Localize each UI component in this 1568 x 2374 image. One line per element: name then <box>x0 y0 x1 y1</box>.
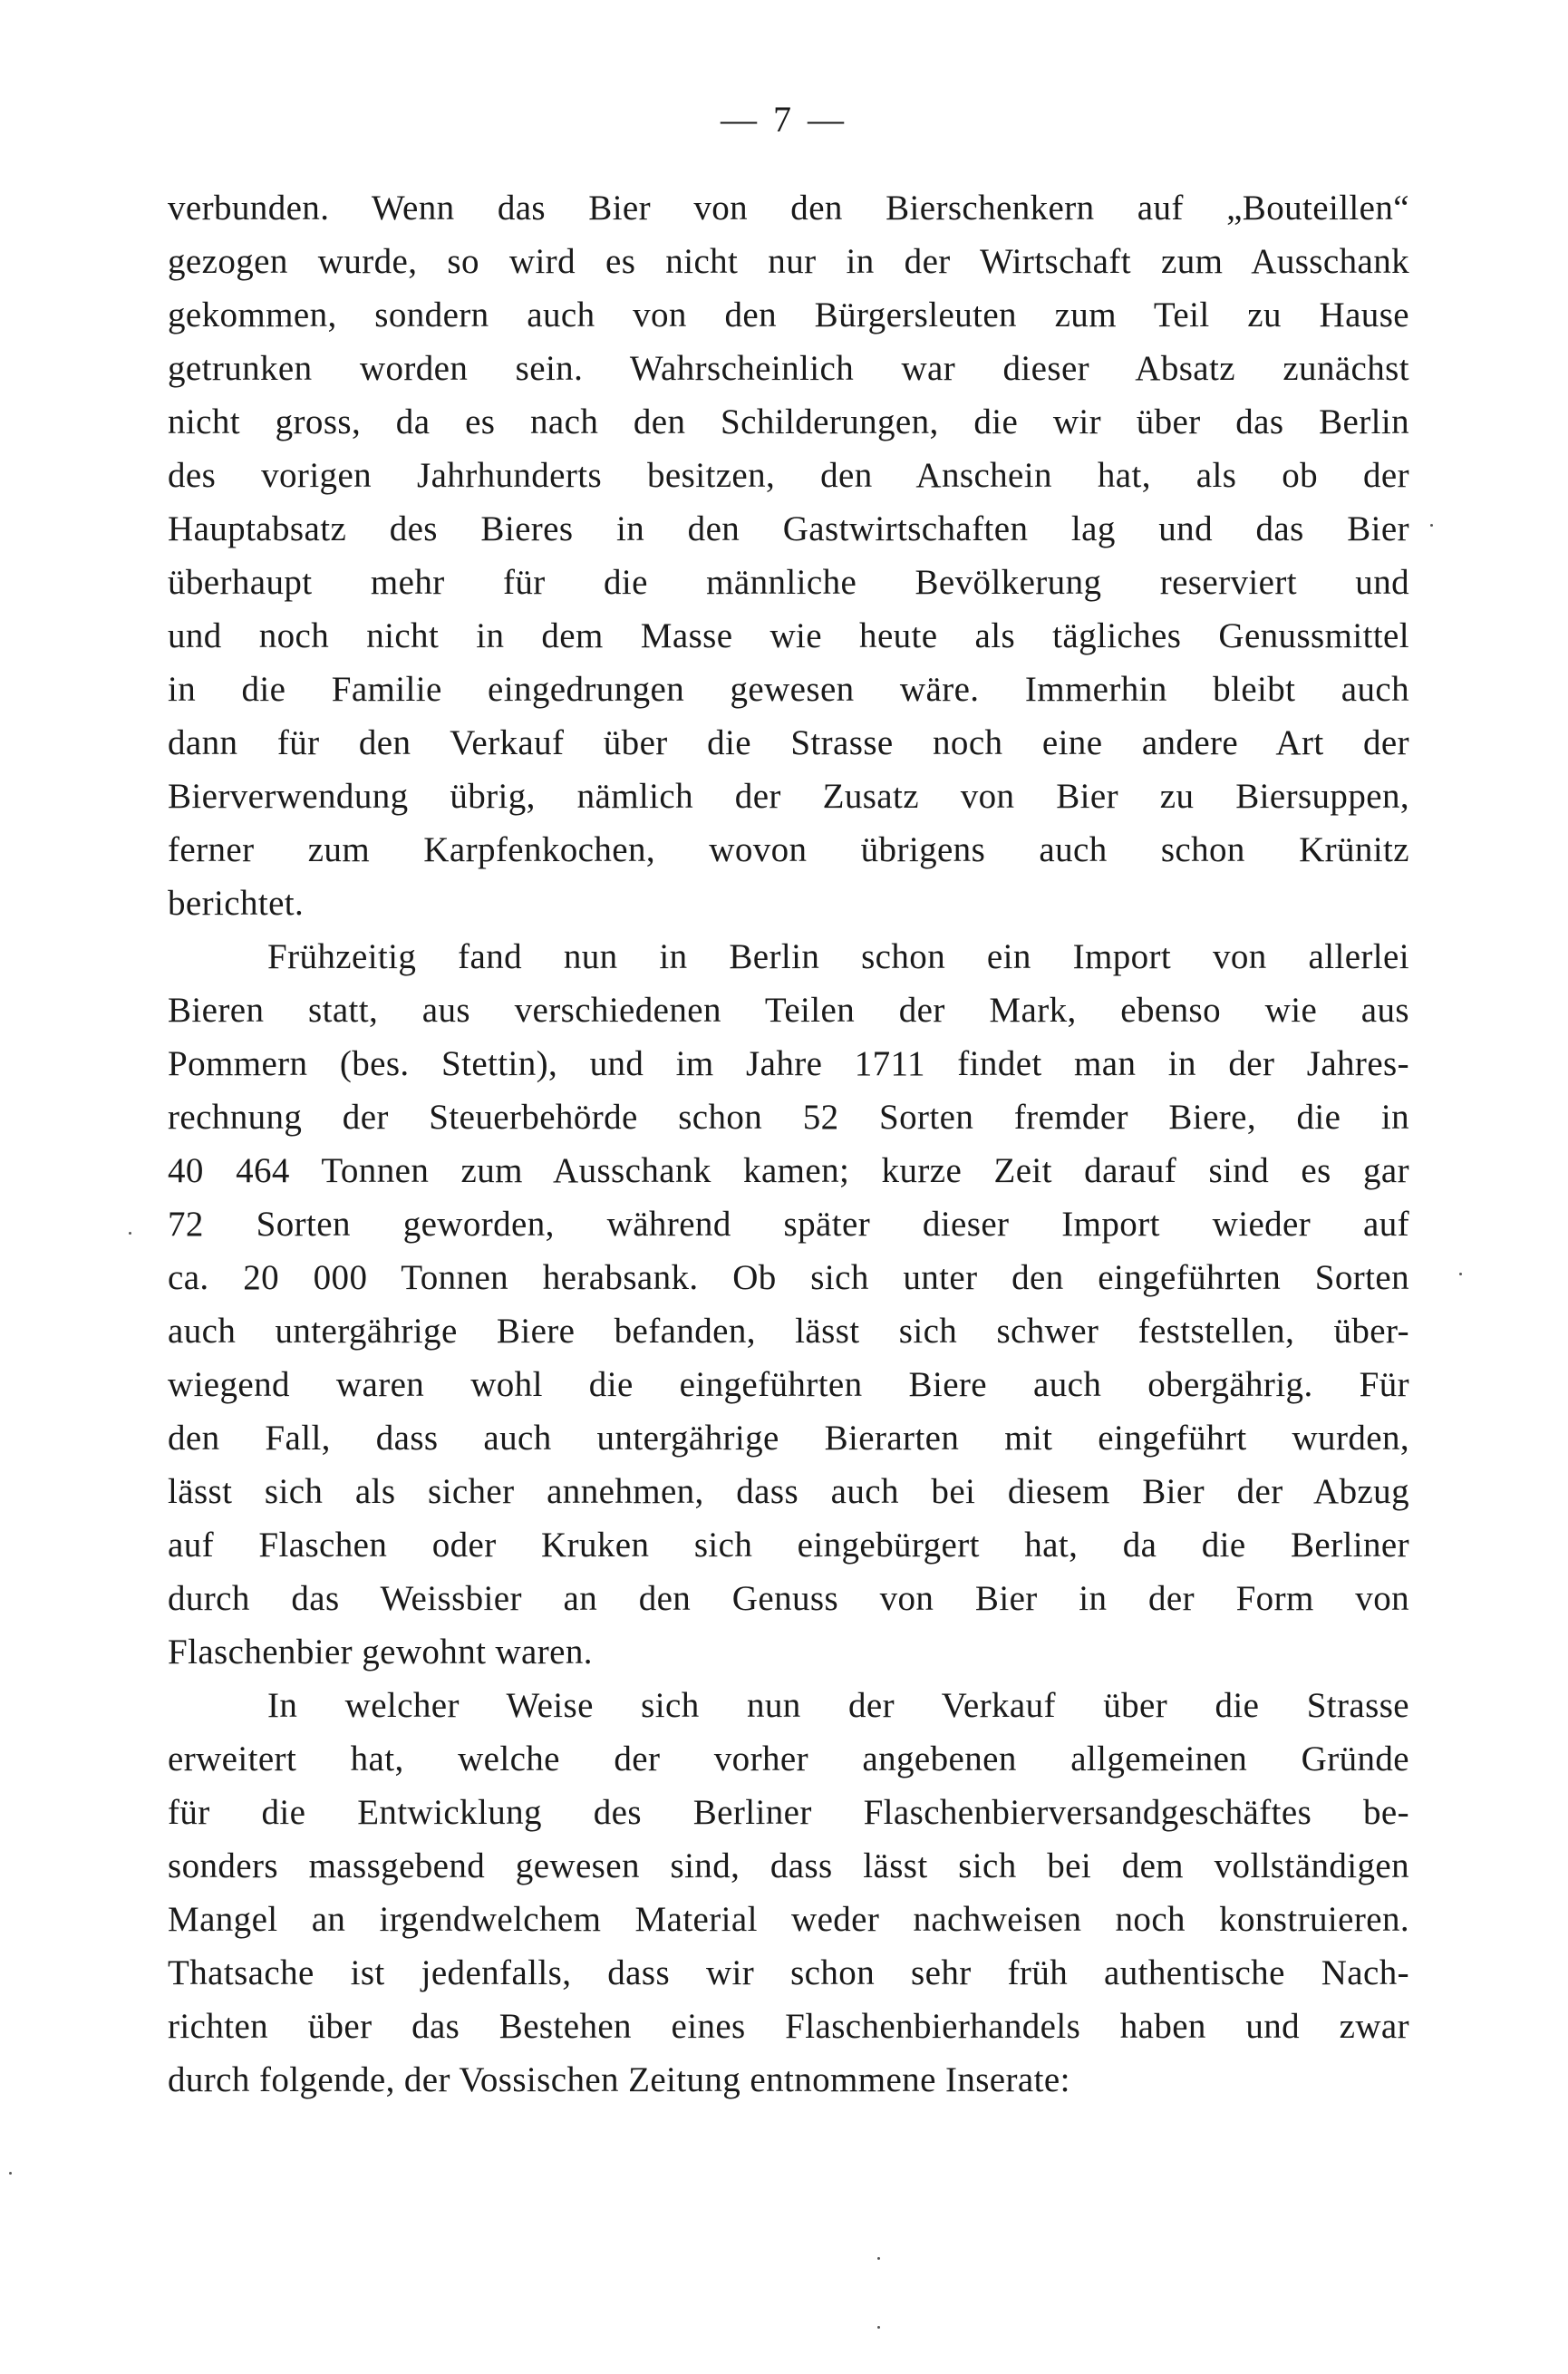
text-line: durch das Weissbier an den Genuss von Bier in der Form von <box>168 1579 1409 1618</box>
scan-speck <box>877 2326 880 2329</box>
text-line: in die Familie eingedrungen gewesen wäre. Immerhin bleibt auch <box>168 670 1409 709</box>
text-line: gezogen wurde, so wird es nicht nur in der Wirtschaft zum Ausschank <box>168 242 1409 281</box>
text-line: getrunken worden sein. Wahrscheinlich war dieser Absatz zunächst <box>168 349 1409 388</box>
paragraph-2 <box>168 930 1409 1679</box>
scan-speck <box>9 2172 12 2175</box>
text-line: dann für den Verkauf über die Strasse noch eine andere Art der <box>168 723 1409 762</box>
text-line: verbunden. Wenn das Bier von den Bierschenkern auf „Bouteillen“ <box>168 189 1409 228</box>
scan-speck <box>877 2257 880 2260</box>
text-line: gekommen, sondern auch von den Bürgersleuten zum Teil zu Hause <box>168 296 1409 334</box>
text-line: Pommern (bes. Stettin), und im Jahre 1711 findet man in der Jahres- <box>168 1044 1409 1083</box>
text-line: auch untergährige Biere befanden, lässt sich schwer feststellen, über- <box>168 1312 1409 1351</box>
text-line: Frühzeitig fand nun in Berlin schon ein Import von allerlei <box>267 937 1409 976</box>
text-line: berichtet. <box>168 884 305 923</box>
text-line: erweitert hat, welche der vorher angebenen allgemeinen Gründe <box>168 1739 1409 1778</box>
scan-speck <box>1459 1273 1462 1275</box>
text-line: für die Entwicklung des Berliner Flaschenbierversandgeschäftes be- <box>168 1793 1409 1832</box>
text-line: Bierverwendung übrig, nämlich der Zusatz von Bier zu Biersuppen, <box>168 777 1409 816</box>
text-line: den Fall, dass auch untergährige Bierarten mit eingeführt wurden, <box>168 1419 1409 1458</box>
text-line: überhaupt mehr für die männliche Bevölkerung reserviert und <box>168 563 1409 602</box>
text-line: Bieren statt, aus verschiedenen Teilen der Mark, ebenso wie aus <box>168 991 1409 1030</box>
text-line: nicht gross, da es nach den Schilderungen, die wir über das Berlin <box>168 402 1409 441</box>
text-line: auf Flaschen oder Kruken sich eingebürgert hat, da die Berliner <box>168 1526 1409 1565</box>
text-line: Mangel an irgendwelchem Material weder nachweisen noch konstruieren. <box>168 1900 1409 1939</box>
page-number: — 7 — <box>721 99 847 140</box>
text-line: 72 Sorten geworden, während später dieser Import wieder auf <box>168 1205 1409 1244</box>
text-line: ca. 20 000 Tonnen herabsank. Ob sich unter den eingeführten Sorten <box>168 1258 1409 1297</box>
scan-speck <box>129 1232 131 1235</box>
body-text <box>168 181 1409 2107</box>
text-line: richten über das Bestehen eines Flaschenbierhandels haben und zwar <box>168 2007 1409 2046</box>
paragraph-1 <box>168 181 1409 930</box>
text-line: Hauptabsatz des Bieres in den Gastwirtschaften lag und das Bier <box>168 509 1409 548</box>
text-line: In welcher Weise sich nun der Verkauf über die Strasse <box>267 1686 1409 1725</box>
text-line: sonders massgebend gewesen sind, dass lässt sich bei dem vollständigen <box>168 1846 1409 1885</box>
text-line: 40 464 Tonnen zum Ausschank kamen; kurze Zeit darauf sind es gar <box>168 1151 1409 1190</box>
text-line: Flaschenbier gewohnt waren. <box>168 1633 593 1671</box>
scan-speck <box>1430 524 1433 527</box>
text-line: und noch nicht in dem Masse wie heute als tägliches Genussmittel <box>168 616 1409 655</box>
text-line: ferner zum Karpfenkochen, wovon übrigens auch schon Krünitz <box>168 830 1409 869</box>
text-line: des vorigen Jahrhunderts besitzen, den Anschein hat, als ob der <box>168 456 1409 495</box>
text-line: Thatsache ist jedenfalls, dass wir schon sehr früh authentische Nach- <box>168 1953 1409 1992</box>
text-line: wiegend waren wohl die eingeführten Biere auch obergährig. Für <box>168 1365 1409 1404</box>
text-line: rechnung der Steuerbehörde schon 52 Sorten fremder Biere, die in <box>168 1098 1409 1137</box>
paragraph-3 <box>168 1679 1409 2107</box>
text-line: durch folgende, der Vossischen Zeitung entnommene Inserate: <box>168 2060 1070 2099</box>
text-line: lässt sich als sicher annehmen, dass auch bei diesem Bier der Abzug <box>168 1472 1409 1511</box>
